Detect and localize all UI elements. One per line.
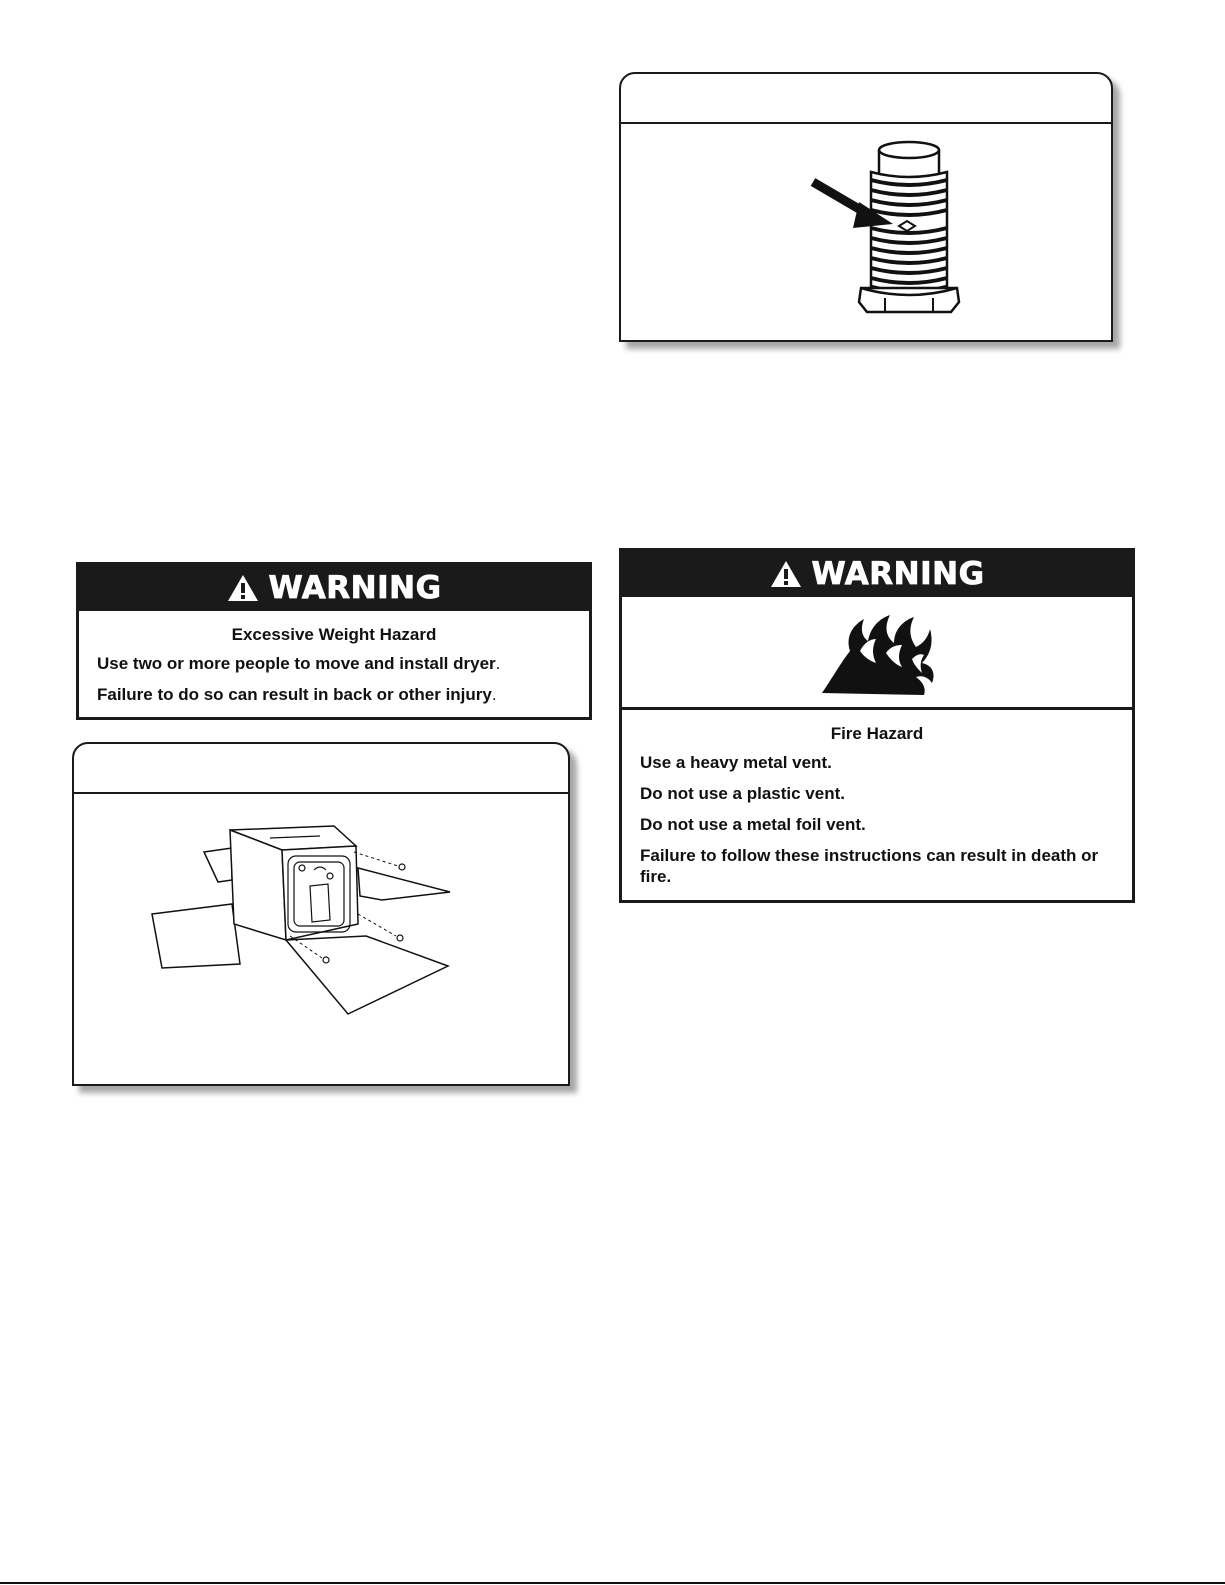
warning-instruction: Do not use a plastic vent.	[640, 784, 845, 803]
figure-dryer-carton	[72, 742, 570, 1086]
warning-instruction: Use two or more people to move and install dryer.	[97, 654, 501, 673]
leveling-leg-illustration	[801, 136, 981, 326]
hazard-title: Excessive Weight Hazard	[231, 625, 437, 644]
warning-header	[79, 565, 589, 611]
warning-triangle-icon	[769, 559, 803, 589]
warning-box-weight	[76, 562, 592, 720]
figure-leveling-leg	[619, 72, 1113, 342]
warning-instruction: Failure to do so can result in back or other injury.	[97, 685, 497, 704]
hazard-title: Fire Hazard	[830, 724, 924, 743]
warning-instruction: Use a heavy metal vent.	[640, 753, 832, 772]
fire-icon	[820, 611, 938, 695]
page-footer-rule	[0, 1582, 1225, 1584]
warning-header	[622, 551, 1132, 597]
warning-instruction: Failure to follow these instructions can result in death or fire.	[640, 846, 1099, 886]
dryer-on-carton-illustration	[150, 824, 470, 1024]
warning-label: WARNING	[811, 556, 985, 592]
warning-box-fire	[619, 548, 1135, 903]
figure-header-strip	[621, 74, 1111, 124]
warning-triangle-icon	[226, 573, 260, 603]
warning-instruction: Do not use a metal foil vent.	[640, 815, 866, 834]
warning-label: WARNING	[268, 570, 442, 606]
figure-header-strip	[74, 744, 568, 794]
fire-symbol-panel	[622, 597, 1132, 710]
